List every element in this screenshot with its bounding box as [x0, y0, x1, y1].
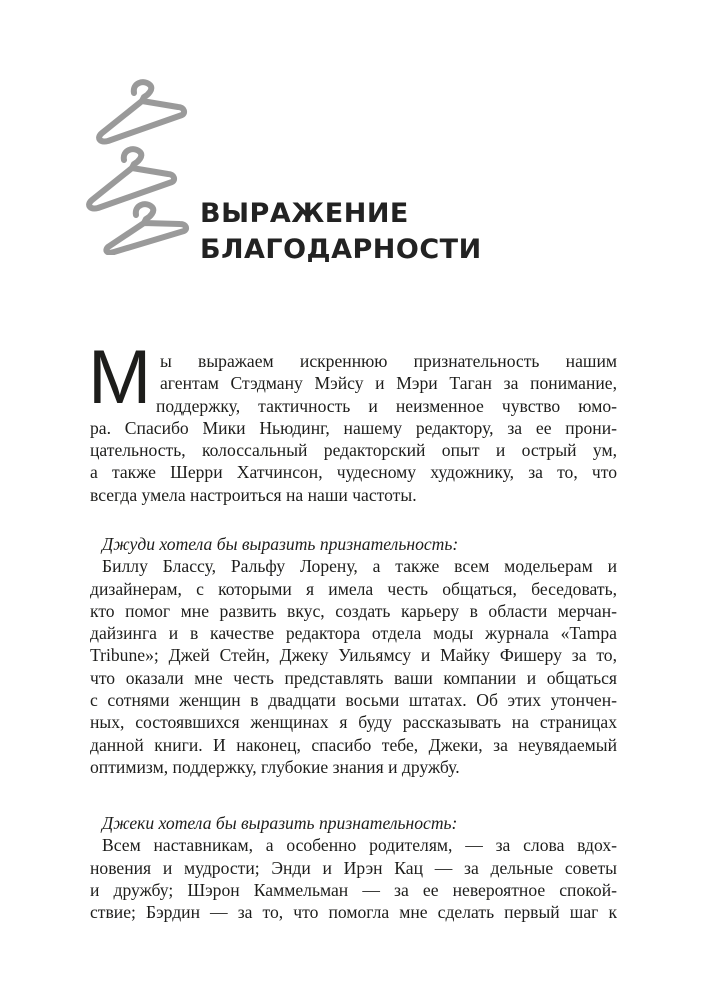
text-line: ствие; Бэрдин — за то, что помогла мне сделать первый шаг к — [90, 902, 617, 923]
text-line: с сотнями женщин в двадцати восьми штатах. Об этих утончен- — [90, 690, 617, 711]
text-line: оптимизм, поддержку, глубокие знания и дружбу. — [90, 756, 460, 777]
text-line: ных, состоявшихся женщинах я буду рассказывать на страницах — [90, 712, 617, 733]
text-line: Tribune»; Джей Стейн, Джеку Уильямсу и Майку Фишеру за то, — [90, 645, 617, 666]
clothes-hangers-icon — [74, 55, 204, 255]
text-line: что оказали мне честь представлять ваши компании и общаться — [90, 667, 617, 688]
text-line: ра. Спасибо Мики Ньюдинг, нашему редактору, за ее прони- — [90, 417, 617, 438]
text-line: кто помог мне развить вкус, создать карьеру в области мерчан- — [90, 600, 617, 621]
text-line: а также Шерри Хатчинсон, чудесному художнику, за то, что — [90, 462, 617, 483]
jackie-paragraph — [90, 812, 617, 923]
text-line: агентам Стэдману Мэйсу и Мэри Таган за понимание, — [160, 373, 617, 394]
page-title-line1: ВЫРАЖЕНИЕ — [200, 198, 409, 229]
text-line: Биллу Блассу, Ральфу Лорену, а также всем модельерам и — [102, 556, 617, 577]
text-line: дайзинга и в качестве редактора отдела моды журнала «Tampa — [90, 623, 617, 644]
drop-cap: М — [88, 335, 152, 420]
text-line: и дружбу; Шэрон Каммельман — за ее невероятное спокой- — [90, 879, 617, 900]
text-line: данной книги. И наконец, спасибо тебе, Джеки, за неувядаемый — [90, 734, 617, 755]
text-line: поддержку, тактичность и неизменное чувство юмо- — [156, 395, 617, 416]
judy-paragraph — [90, 533, 617, 778]
judy-lead: Джуди хотела бы выразить признательность: — [102, 534, 459, 554]
text-line: всегда умела настроиться на наши частоты. — [90, 484, 417, 505]
text-line: дизайнерам, с которыми я имела честь общаться, беседовать, — [90, 578, 617, 599]
page-title-line2: БЛАГОДАРНОСТИ — [200, 234, 482, 265]
text-line: цательность, колоссальный редакторский опыт и острый ум, — [90, 440, 617, 461]
page-title — [200, 196, 482, 268]
text-line: Всем наставникам, а особенно родителям, — за слова вдох- — [102, 835, 617, 856]
jackie-lead: Джеки хотела бы выразить признательность: — [102, 813, 458, 833]
text-line: ы выражаем искреннюю признательность нашим — [160, 351, 617, 371]
text-line: новения и мудрости; Энди и Ирэн Кац — за дельные советы — [90, 857, 617, 878]
intro-paragraph — [90, 350, 617, 506]
